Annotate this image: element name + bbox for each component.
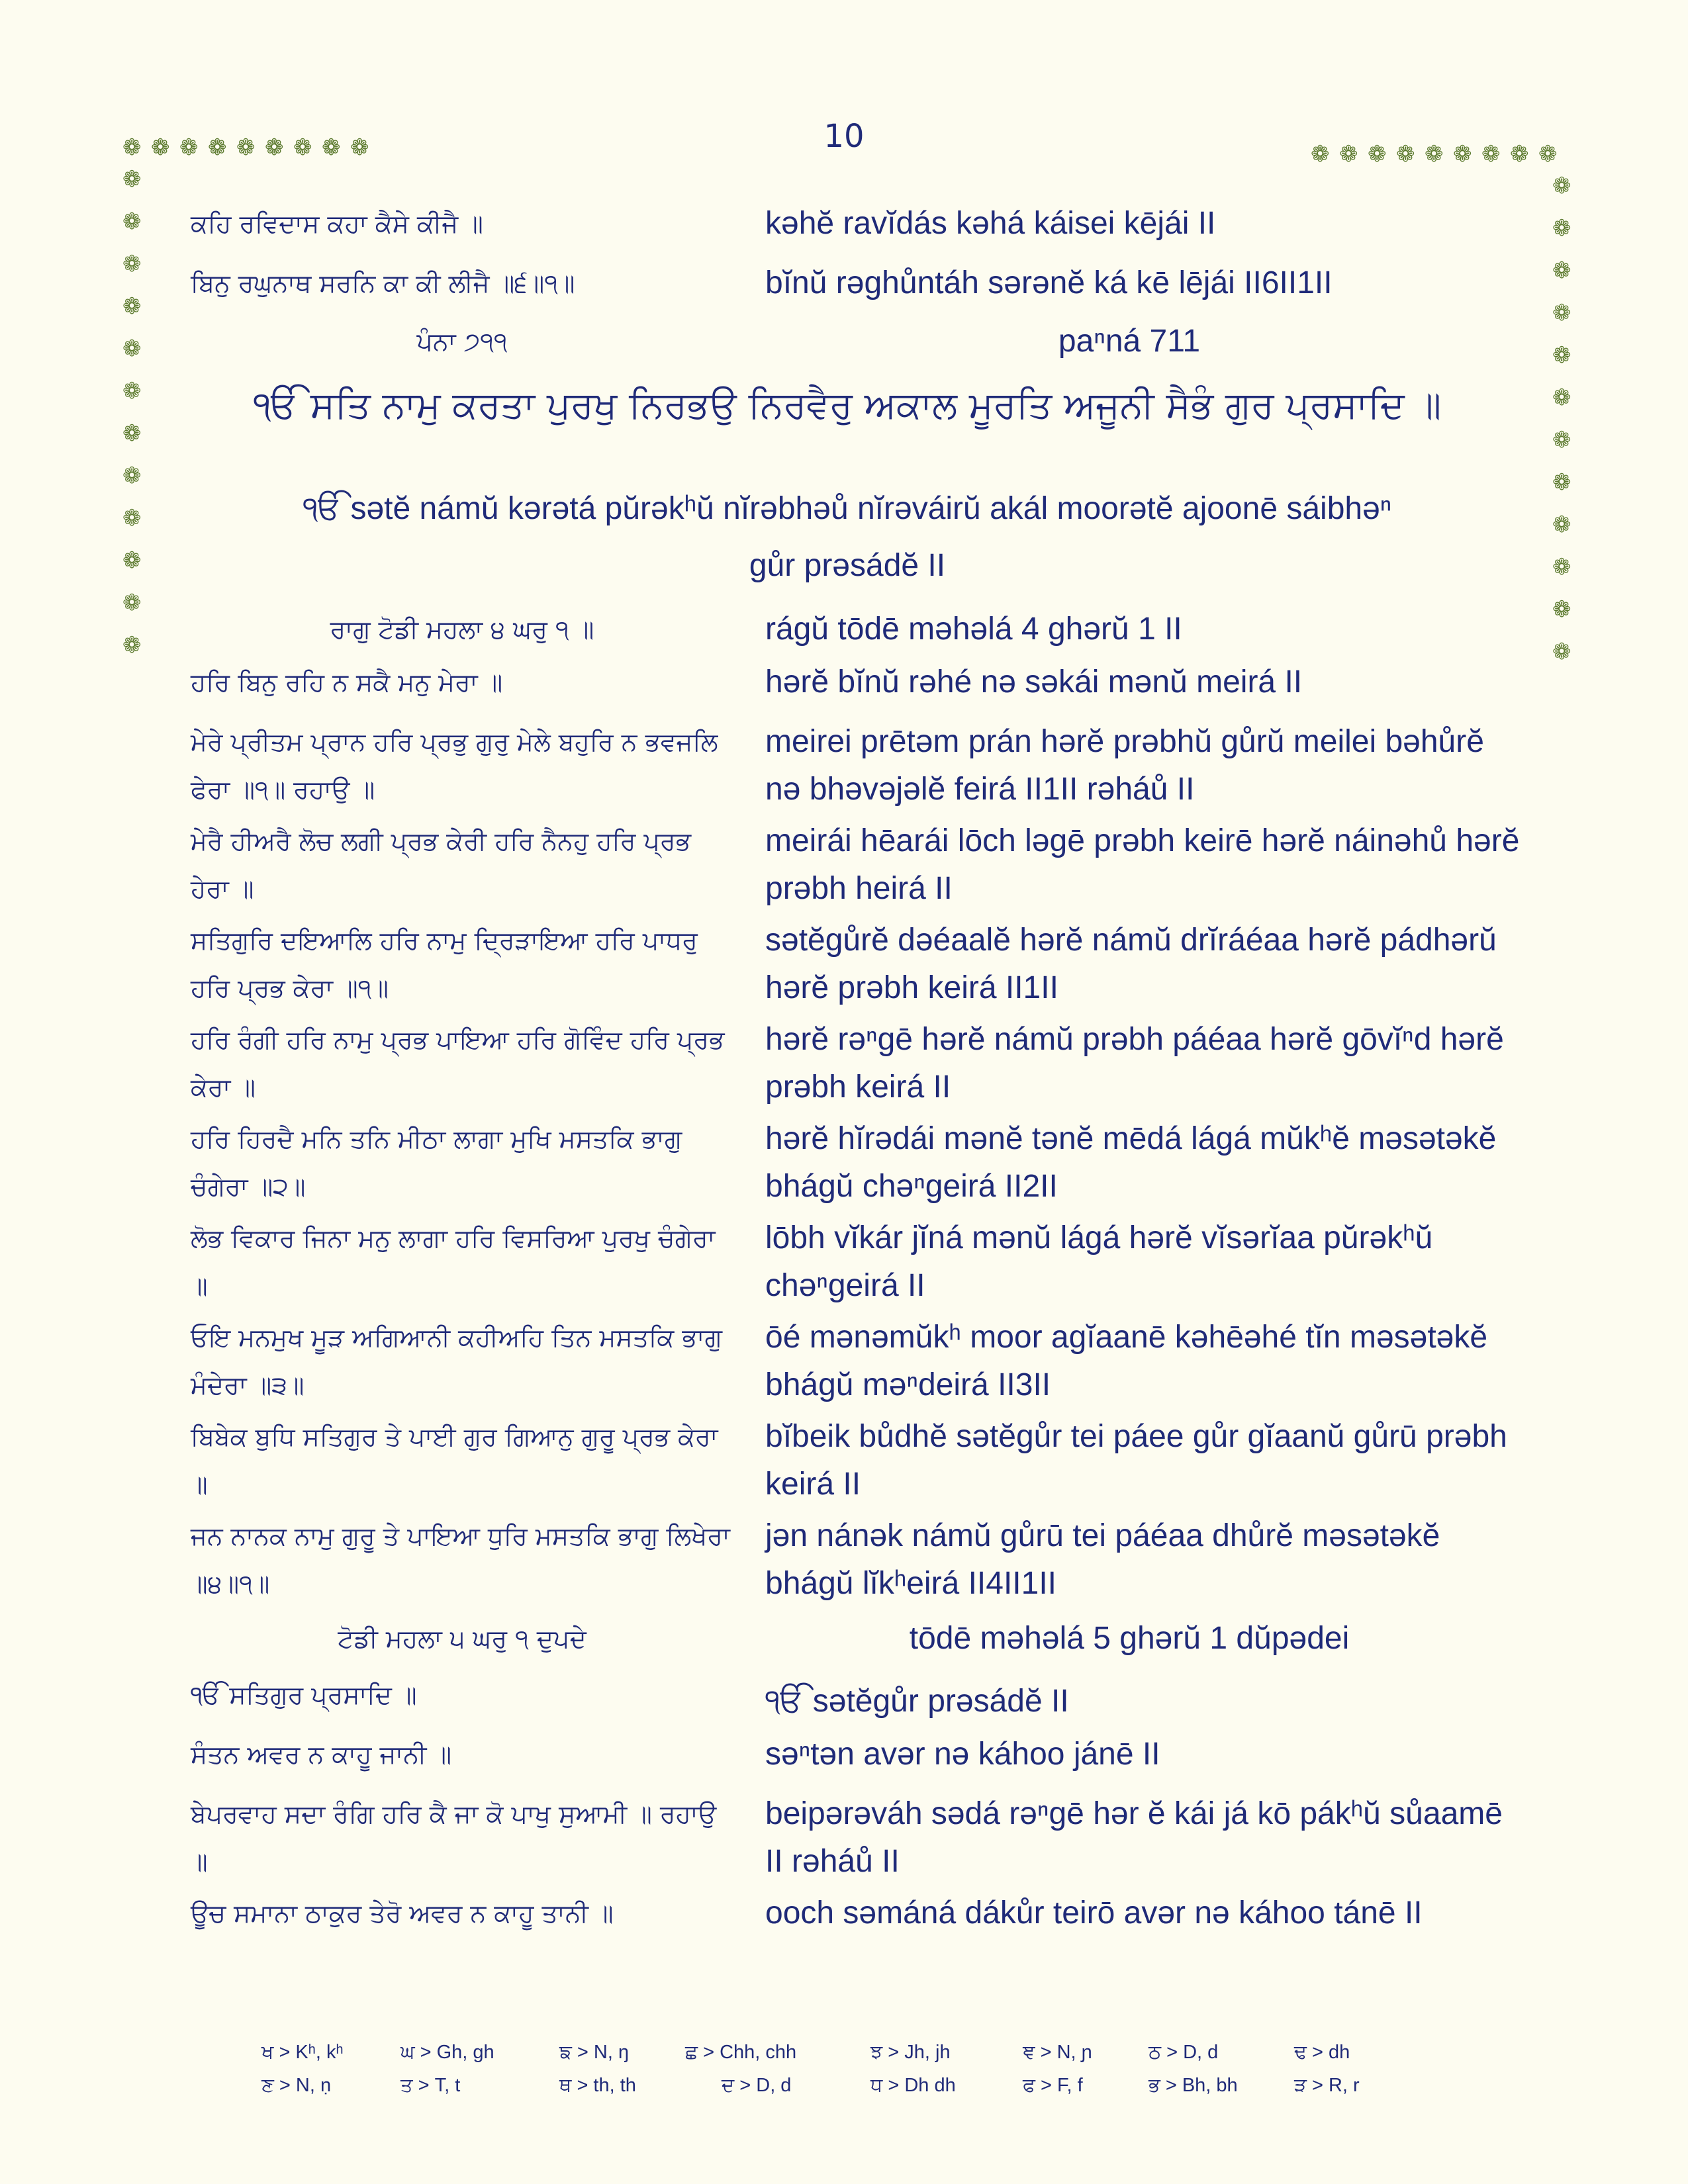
verse-gurmukhi: ਹਰਿ ਬਿਨੁ ਰਹਿ ਨ ਸਕੈ ਮਨੁ ਮੇਰਾ ॥	[191, 668, 503, 697]
flower-ornament-icon: ❁	[1396, 141, 1415, 167]
mool-mantar-gurmukhi: ੴ ਸਤਿ ਨਾਮੁ ਕਰਤਾ ਪੁਰਖੁ ਨਿਰਭਉ ਨਿਰਵੈਰੁ ਅਕਾਲ ਮੂਰਤਿ ਅਜੂਨੀ ਸੈਭੰ ਗੁਰ ਪ੍ਰਸਾਦਿ ॥	[253, 384, 1442, 427]
flower-ornament-icon: ❁	[151, 134, 170, 161]
verse-gurmukhi: ਕਹਿ ਰਵਿਦਾਸ ਕਹਾ ਕੈਸੇ ਕੀਜੈ ॥	[191, 209, 483, 238]
flower-ornament-icon: ❁	[122, 293, 142, 320]
legend-item: ਝ > Jh, jh	[870, 2042, 951, 2063]
flower-ornament-icon: ❁	[1552, 596, 1571, 623]
verse-transliteration: ooch səmáná dákůr teirō avər nə káhoo tánē II	[765, 1895, 1423, 1931]
verse-transliteration: hərĕ rəⁿgē hərĕ námŭ prəbh páéaa hərĕ gōvĭⁿd hərĕ prəbh keirá II	[765, 1022, 1504, 1105]
flower-ornament-icon: ❁	[1552, 385, 1571, 411]
legend-item: ੜ > R, r	[1294, 2075, 1360, 2096]
flower-ornament-icon: ❁	[122, 378, 142, 404]
verse-gurmukhi: ਲੋਭ ਵਿਕਾਰ ਜਿਨਾ ਮਨੁ ਲਾਗਾ ਹਰਿ ਵਿਸਰਿਆ ਪੁਰਖੁ ਚੰਗੇਰਾ ॥	[191, 1224, 716, 1300]
flower-ornament-icon: ❁	[122, 336, 142, 362]
flower-ornament-icon: ❁	[293, 134, 312, 161]
flower-ornament-icon: ❁	[1425, 141, 1444, 167]
legend-item: ਧ > Dh dh	[870, 2075, 956, 2096]
verse-transliteration: meirei prētəm prán hərĕ prəbhŭ gůrŭ meilei bəhůrĕ nə bhəvəjəlĕ feirá II1II rəháů II	[765, 724, 1484, 807]
flower-ornament-icon: ❁	[1368, 141, 1387, 167]
flower-ornament-icon: ❁	[122, 547, 142, 574]
verse-transliteration: lōbh vĭkár jĭná mənŭ lágá hərĕ vĭsərĭaa pŭrəkʰŭ chəⁿgeirá II	[765, 1220, 1433, 1303]
verse-gurmukhi: ਰਾਗੁ ਟੋਡੀ ਮਹਲਾ ੪ ਘਰੁ ੧ ॥	[330, 615, 594, 644]
verse-transliteration: rágŭ tōdē məhəlá 4 ghərŭ 1 II	[765, 612, 1182, 647]
legend-item: ਤ > T, t	[400, 2075, 461, 2096]
flower-ornament-icon: ❁	[1552, 427, 1571, 453]
verse-transliteration: ੴ sətĕgůr prəsádĕ II	[765, 1684, 1069, 1719]
verse-transliteration: jən nánək námŭ gůrū tei páéaa dhůrĕ məsətəkĕ bhágŭ lĭkʰeirá II4II1II	[765, 1518, 1440, 1601]
flower-ornament-icon: ❁	[1552, 342, 1571, 369]
flower-ornament-icon: ❁	[322, 134, 341, 161]
panna-gurmukhi: ਪੰਨਾ ੭੧੧	[416, 327, 508, 356]
flower-ornament-icon: ❁	[122, 420, 142, 447]
legend-item: ਞ > N, ɲ	[1023, 2042, 1092, 2063]
verse-transliteration: beipərəváh sədá rəⁿgē hər ĕ kái já kō pákʰŭ sůaamē II rəháů II	[765, 1796, 1503, 1879]
verse-gurmukhi: ਹਰਿ ਰੰਗੀ ਹਰਿ ਨਾਮੁ ਪ੍ਰਭ ਪਾਇਆ ਹਰਿ ਗੋਵਿੰਦ ਹਰਿ ਪ੍ਰਭ ਕੇਰਾ ॥	[191, 1025, 725, 1102]
flower-ornament-icon: ❁	[1481, 141, 1501, 167]
flower-ornament-icon: ❁	[122, 166, 142, 193]
verse-gurmukhi: ਹਰਿ ਹਿਰਦੈ ਮਨਿ ਤਨਿ ਮੀਠਾ ਲਾਗਾ ਮੁਖਿ ਮਸਤਕਿ ਭਾਗੁ ਚੰਗੇਰਾ ॥੨॥	[191, 1124, 682, 1201]
flower-ornament-icon: ❁	[1453, 141, 1472, 167]
flower-ornament-icon: ❁	[1538, 141, 1558, 167]
legend-item: ਛ > Chh, chh	[685, 2042, 797, 2063]
legend-item: ਫ > F, f	[1023, 2075, 1083, 2096]
verse-gurmukhi: ਬਿਨੁ ਰਘੁਨਾਥ ਸਰਨਿ ਕਾ ਕੀ ਲੀਜੈ ॥੬॥੧॥	[191, 269, 575, 298]
verse-gurmukhi: ਮੇਰੈ ਹੀਅਰੈ ਲੋਚ ਲਗੀ ਪ੍ਰਭ ਕੇਰੀ ਹਰਿ ਨੈਨਹੁ ਹਰਿ ਪ੍ਰਭ ਹੇਰਾ ॥	[191, 827, 691, 903]
mool-mantar-translit-line-1: ੴ sətĕ námŭ kərətá pŭrəkʰŭ nĭrəbhəů nĭrəváirŭ akál moorətĕ ajoonē sáibhəⁿ	[303, 491, 1392, 526]
flower-ornament-icon: ❁	[1311, 141, 1330, 167]
flower-ornament-icon: ❁	[122, 134, 142, 161]
flower-ornament-icon: ❁	[122, 463, 142, 489]
legend-item: ਭ > Bh, bh	[1149, 2075, 1238, 2096]
flower-ornament-icon: ❁	[1552, 639, 1571, 665]
flower-ornament-icon: ❁	[1552, 215, 1571, 242]
verse-gurmukhi: ਸਤਿਗੁਰਿ ਦਇਆਲਿ ਹਰਿ ਨਾਮੁ ਦ੍ਰਿੜਾਇਆ ਹਰਿ ਪਾਧਰੁ ਹਰਿ ਪ੍ਰਭ ਕੇਰਾ ॥੧॥	[191, 926, 698, 1003]
flower-ornament-icon: ❁	[122, 505, 142, 531]
verse-gurmukhi: ਊਚ ਸਮਾਨਾ ਠਾਕੁਰ ਤੇਰੋ ਅਵਰ ਨ ਕਾਹੂ ਤਾਨੀ ॥	[191, 1899, 614, 1928]
verse-transliteration: kəhĕ ravĭdás kəhá káisei kējái II	[765, 206, 1216, 241]
verse-transliteration: səⁿtən avər nə káhoo jánē II	[765, 1737, 1160, 1772]
flower-ornament-icon: ❁	[208, 134, 227, 161]
verse-transliteration: ōé mənəmŭkʰ moor agĭaanē kəhēəhé tĭn məsətəkĕ bhágŭ məⁿdeirá II3II	[765, 1320, 1488, 1402]
section-heading-gurmukhi: ਟੋਡੀ ਮਹਲਾ ੫ ਘਰੁ ੧ ਦੁਪਦੇ	[338, 1624, 586, 1653]
verse-transliteration: hərĕ bĭnŭ rəhé nə səkái mənŭ meirá II	[765, 664, 1303, 700]
verse-gurmukhi: ਓਇ ਮਨਮੁਖ ਮੂੜ ਅਗਿਆਨੀ ਕਹੀਅਹਿ ਤਿਨ ਮਸਤਕਿ ਭਾਗੁ ਮੰਦੇਰਾ ॥੩॥	[191, 1323, 722, 1400]
flower-ornament-icon: ❁	[1339, 141, 1358, 167]
flower-ornament-icon: ❁	[1552, 300, 1571, 326]
section-heading-transliteration: tōdē məhəlá 5 ghərŭ 1 dŭpədei	[909, 1621, 1350, 1656]
verse-transliteration: sətĕgůrĕ dəéaalĕ hərĕ námŭ drĭráéaa hərĕ pádhərŭ hərĕ prəbh keirá II1II	[765, 923, 1497, 1005]
flower-ornament-icon: ❁	[1552, 512, 1571, 538]
legend-item: ਠ > D, d	[1149, 2042, 1219, 2063]
verse-gurmukhi: ੴ ਸਤਿਗੁਰ ਪ੍ਰਸਾਦਿ ॥	[191, 1680, 417, 1709]
verse-transliteration: bĭnŭ rəghůntáh sərənĕ ká kē lējái II6II1II	[765, 265, 1333, 300]
flower-ornament-icon: ❁	[1552, 173, 1571, 199]
page-number: 10	[823, 118, 865, 155]
verse-gurmukhi: ਸੰਤਨ ਅਵਰ ਨ ਕਾਹੂ ਜਾਨੀ ॥	[191, 1740, 452, 1769]
flower-ornament-icon: ❁	[122, 590, 142, 616]
verse-gurmukhi: ਬਿਬੇਕ ਬੁਧਿ ਸਤਿਗੁਰ ਤੇ ਪਾਈ ਗੁਰ ਗਿਆਨੁ ਗੁਰੂ ਪ੍ਰਭ ਕੇਰਾ ॥	[191, 1422, 718, 1499]
flower-ornament-icon: ❁	[122, 632, 142, 659]
legend-item: ਙ > N, ŋ	[559, 2042, 630, 2063]
verse-gurmukhi: ਬੇਪਰਵਾਹ ਸਦਾ ਰੰਗਿ ਹਰਿ ਕੈ ਜਾ ਕੋ ਪਾਖੁ ਸੁਆਮੀ ॥ ਰਹਾਉ ॥	[191, 1799, 717, 1876]
mool-mantar-transliteration	[172, 473, 1523, 587]
verse-gurmukhi: ਜਨ ਨਾਨਕ ਨਾਮੁ ਗੁਰੂ ਤੇ ਪਾਇਆ ਧੁਰਿ ਮਸਤਕਿ ਭਾਗੁ ਲਿਖੇਰਾ ॥੪॥੧॥	[191, 1522, 730, 1598]
legend-item: ਦ > D, d	[722, 2075, 792, 2096]
flower-ornament-icon: ❁	[122, 251, 142, 277]
flower-ornament-icon: ❁	[179, 134, 199, 161]
flower-ornament-icon: ❁	[122, 208, 142, 235]
flower-ornament-icon: ❁	[1552, 554, 1571, 580]
legend-item: ਥ > th, th	[559, 2075, 636, 2096]
legend-item: ਖ > Kʰ, kʰ	[261, 2042, 344, 2063]
flower-ornament-icon: ❁	[350, 134, 369, 161]
verse-transliteration: meirái hēarái lōch ləgē prəbh keirē hərĕ náinəhů hərĕ prəbh heirá II	[765, 823, 1520, 906]
mool-mantar-translit-line-2: gůr prəsádĕ II	[749, 548, 946, 583]
legend-item: ਣ > N, ṇ	[261, 2075, 332, 2096]
flower-ornament-icon: ❁	[265, 134, 284, 161]
legend-item: ਘ > Gh, gh	[400, 2042, 494, 2063]
flower-ornament-icon: ❁	[1552, 469, 1571, 496]
flower-ornament-icon: ❁	[1510, 141, 1529, 167]
flower-ornament-icon: ❁	[236, 134, 256, 161]
verse-transliteration: bĭbeik bůdhĕ sətĕgůr tei páee gůr gĭaanŭ gůrū prəbh keirá II	[765, 1419, 1507, 1502]
verse-transliteration: hərĕ hĭrədái mənĕ tənĕ mēdá lágá mŭkʰĕ məsətəkĕ bhágŭ chəⁿgeirá II2II	[765, 1121, 1497, 1204]
flower-ornament-icon: ❁	[1552, 257, 1571, 284]
legend-item: ਢ > dh	[1294, 2042, 1350, 2063]
verse-gurmukhi: ਮੇਰੇ ਪ੍ਰੀਤਮ ਪ੍ਰਾਨ ਹਰਿ ਪ੍ਰਭੁ ਗੁਰੁ ਮੇਲੇ ਬਹੁਰਿ ਨ ਭਵਜਲਿ ਫੇਰਾ ॥੧॥ ਰਹਾਉ ॥	[191, 727, 718, 804]
panna-transliteration: paⁿná 711	[1058, 324, 1201, 359]
